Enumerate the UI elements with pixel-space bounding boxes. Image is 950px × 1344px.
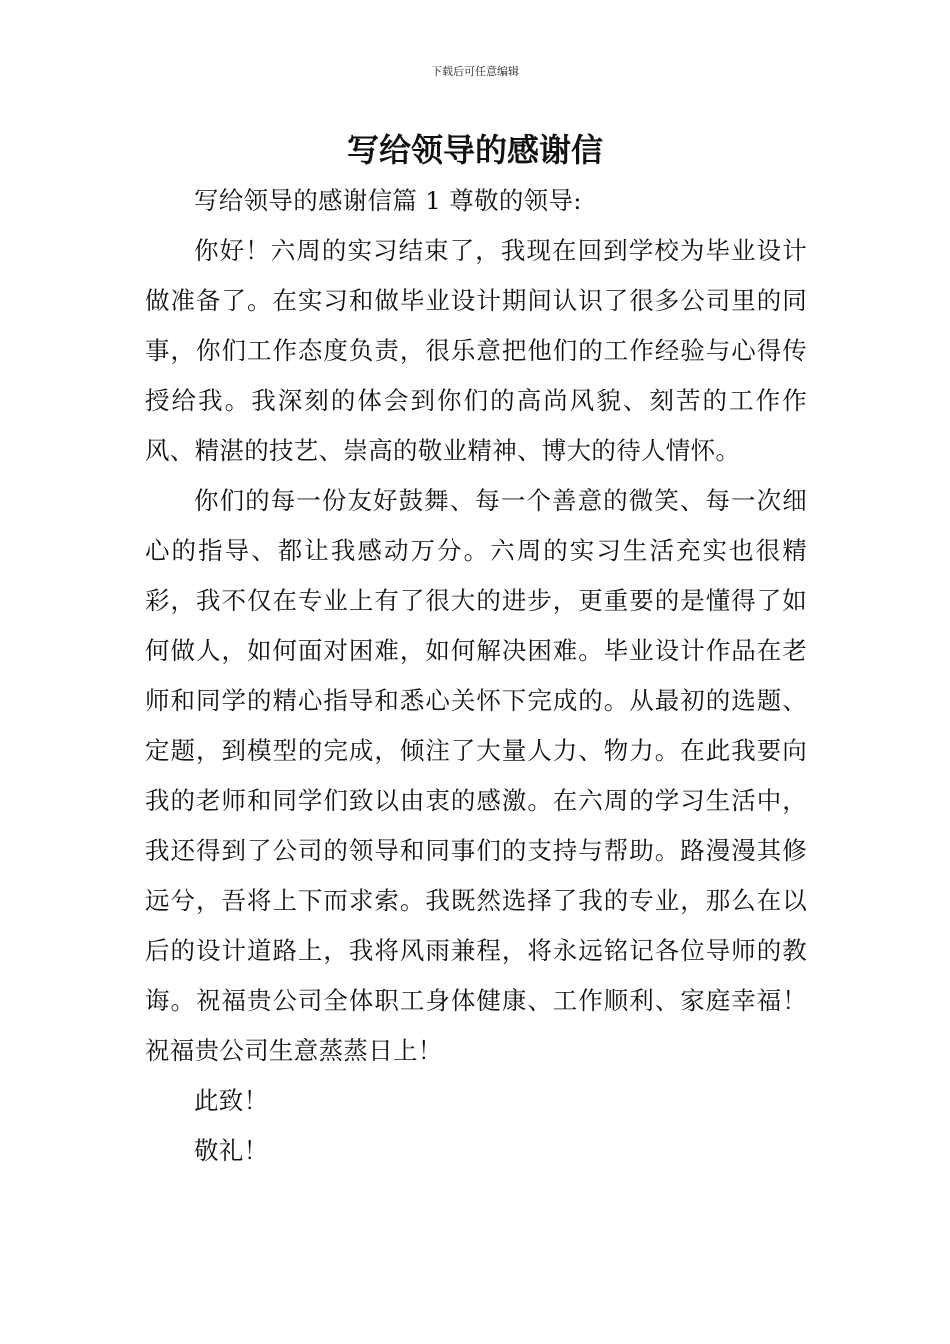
salutation-line: 敬礼！ — [194, 1136, 269, 1165]
paragraph-main: 你们的每一份友好鼓舞、每一个善意的微笑、每一次细心的指导、都让我感动万分。六周的实习生活充实也很精彩，我不仅在专业上有了很大的进步，更重要的是懂得了如何做人，如何面对困难，如何解决困难。毕业设计作品在老师和同学的精心指导和悉心关怀下完成的。从最初的选题、定题，到模型的完成，倾注了大量人力、物力。在此我要向我的老师和同学们致以由衷的感激。在六周的学习生活中，我还得到了公司的领导和同事们的支持与帮助。路漫漫其修远兮，吾将上下而求索。我既然选择了我的专业，那么在以后的设计道路上，我将风雨兼程，将永远铭记各位导师的教诲。祝福贵公司全体职工身体健康、工作顺利、家庭幸福！祝福贵公司生意蒸蒸日上！ — [145, 486, 807, 1065]
letter-body — [145, 176, 807, 1176]
paragraph-intro: 你好！六周的实习结束了，我现在回到学校为毕业设计做准备了。在实习和做毕业设计期间认识了很多公司里的同事，你们工作态度负责，很乐意把他们的工作经验与心得传授给我。我深刻的体会到你们的高尚风貌、刻苦的工作作风、精湛的技艺、崇高的敬业精神、博大的待人情怀。 — [145, 236, 807, 465]
header-note: 下载后可任意编辑 — [431, 65, 519, 78]
page-title: 写给领导的感谢信 — [346, 131, 603, 169]
closing-line: 此致！ — [194, 1086, 269, 1115]
greeting-line: 写给领导的感谢信篇 1 尊敬的领导: — [194, 186, 582, 215]
